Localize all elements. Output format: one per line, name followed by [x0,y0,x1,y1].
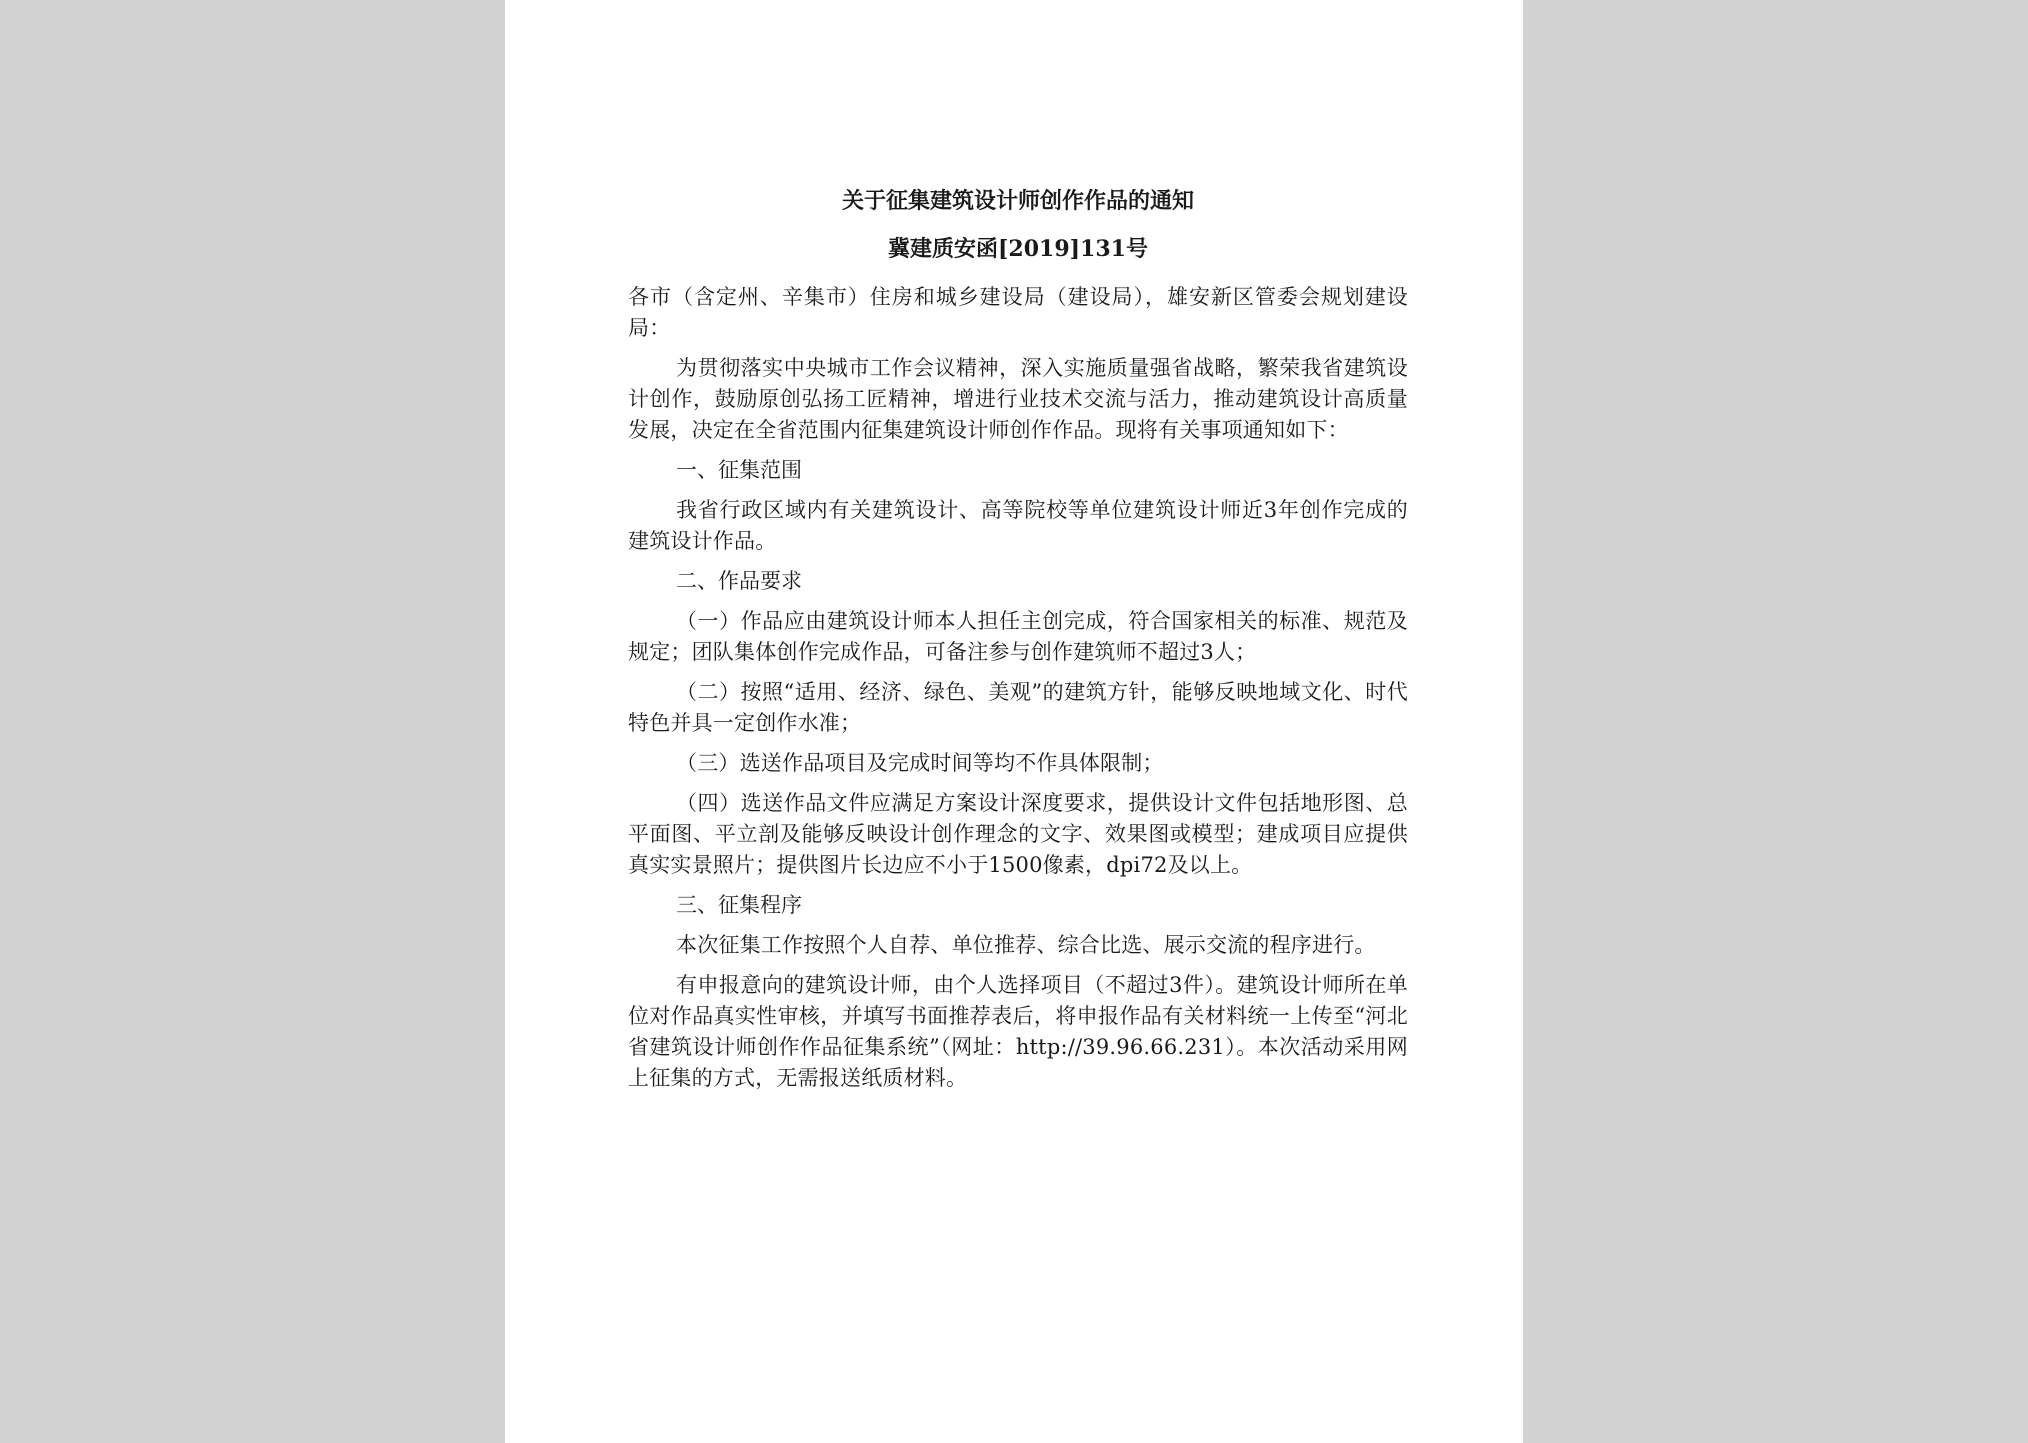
intro-paragraph: 为贯彻落实中央城市工作会议精神，深入实施质量强省战略，繁荣我省建筑设计创作，鼓励原创弘扬工匠精神，增进行业技术交流与活力，推动建筑设计高质量发展，决定在全省范围内征集建筑设计师创作作品。现将有关事项通知如下： [628,356,1408,442]
scope-paragraph: 我省行政区域内有关建筑设计、高等院校等单位建筑设计师近3年创作完成的建筑设计作品。 [628,498,1408,553]
section-heading-requirements: 二、作品要求 [676,569,802,593]
salutation: 各市（含定州、辛集市）住房和城乡建设局（建设局），雄安新区管委会规划建设局： [628,285,1408,340]
document-number: 冀建质安函[2019]131号 [888,236,1148,262]
procedure-paragraph: 有申报意向的建筑设计师，由个人选择项目（不超过3件）。建筑设计师所在单位对作品真实性审核，并填写书面推荐表后，将申报作品有关材料统一上传至“河北省建筑设计师创作作品征集系统”（网址：http://39.96.66.231）。本次活动采用网上征集的方式，无需报送纸质材料。 [628,973,1408,1090]
section-heading-procedure: 三、征集程序 [676,893,802,917]
document-content [628,180,1408,1103]
requirement-item: （四）选送作品文件应满足方案设计深度要求，提供设计文件包括地形图、总平面图、平立剖及能够反映设计创作理念的文字、效果图或模型；建成项目应提供真实实景照片；提供图片长边应不小于1500像素，dpi72及以上。 [628,791,1408,877]
section-heading-scope: 一、征集范围 [676,458,802,482]
document-page [505,0,1523,1443]
requirement-item: （二）按照“适用、经济、绿色、美观”的建筑方针，能够反映地域文化、时代特色并具一定创作水准； [628,680,1408,735]
requirement-item: （一）作品应由建筑设计师本人担任主创完成，符合国家相关的标准、规范及规定；团队集体创作完成作品，可备注参与创作建筑师不超过3人； [628,609,1408,664]
document-title: 关于征集建筑设计师创作作品的通知 [841,188,1194,214]
procedure-paragraph: 本次征集工作按照个人自荐、单位推荐、综合比选、展示交流的程序进行。 [676,933,1376,957]
requirement-item: （三）选送作品项目及完成时间等均不作具体限制； [676,751,1164,775]
